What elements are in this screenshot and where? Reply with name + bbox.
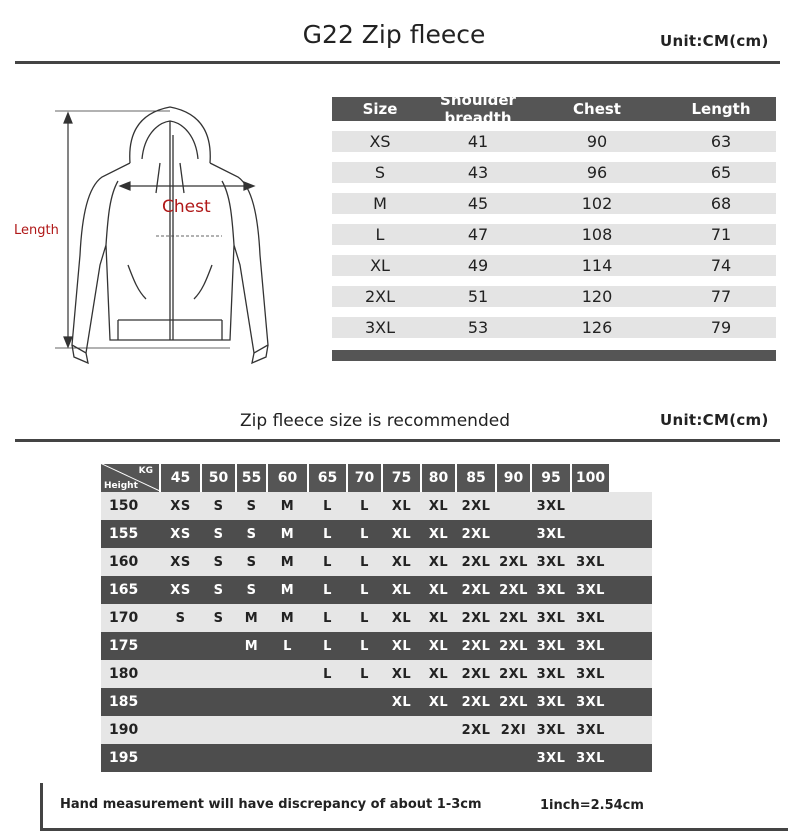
size-recommendation-cell: S [175, 610, 186, 626]
grid-row [101, 660, 652, 688]
length-label: Length [14, 223, 59, 238]
size-recommendation-cell: 3XL [536, 694, 566, 710]
height-cell: 170 [109, 610, 139, 626]
kg-header-cell: 70 [348, 464, 381, 492]
height-cell: 165 [109, 582, 139, 598]
size-cell-length: 74 [710, 256, 732, 275]
height-cell: 150 [109, 498, 139, 514]
size-recommendation-cell: XL [391, 638, 412, 654]
size-cell-size: 2XL [364, 287, 396, 306]
size-cell-size: XL [370, 256, 390, 275]
size-recommendation-cell: M [280, 526, 295, 542]
size-recommendation-cell: 2XL [461, 554, 491, 570]
inch-conversion: 1inch=2.54cm [540, 798, 644, 813]
size-cell-length: 63 [710, 132, 732, 151]
size-recommendation-cell: XL [391, 526, 412, 542]
size-recommendation-cell: L [283, 638, 292, 654]
size-recommendation-cell: 3XL [576, 582, 605, 598]
size-recommendation-cell: L [323, 638, 332, 654]
size-recommendation-cell: L [360, 638, 369, 654]
size-recommendation-cell: XL [391, 582, 412, 598]
size-recommendation-cell: 2XL [461, 610, 491, 626]
size-recommendation-cell: 2XI [500, 722, 527, 738]
size-cell-size: S [374, 163, 386, 182]
size-recommendation-cell: XL [428, 666, 449, 682]
size-recommendation-cell: 3XL [536, 722, 566, 738]
size-recommendation-cell: XL [391, 610, 412, 626]
size-cell-shoulder: 45 [467, 194, 489, 213]
kg-header-cell: 85 [457, 464, 495, 492]
size-recommendation-cell: XL [428, 582, 449, 598]
kg-header-cell: 60 [268, 464, 307, 492]
size-recommendation-cell: S [213, 610, 224, 626]
size-recommendation-cell: S [213, 526, 224, 542]
col-shoulder: Shoulder breadth [440, 91, 516, 127]
grid-row [101, 548, 652, 576]
size-row [332, 317, 776, 338]
size-recommendation-cell: M [280, 610, 295, 626]
size-recommendation-cell: 2XL [461, 638, 491, 654]
size-recommendation-cell: L [323, 610, 332, 626]
grid-row [101, 576, 652, 604]
grid-row [101, 716, 652, 744]
size-table-footer-bar [332, 350, 776, 361]
kg-header-cell: 55 [237, 464, 266, 492]
size-cell-shoulder: 51 [467, 287, 489, 306]
size-recommendation-cell: L [360, 610, 369, 626]
size-cell-shoulder: 53 [467, 318, 489, 337]
height-cell: 185 [109, 694, 139, 710]
col-length: Length [691, 100, 751, 118]
recommendation-unit: Unit:CM(cm) [660, 411, 769, 429]
kg-header-cell: 45 [161, 464, 200, 492]
size-cell-shoulder: 43 [467, 163, 489, 182]
size-recommendation-cell: XL [428, 694, 449, 710]
size-recommendation-cell: XL [428, 526, 449, 542]
size-recommendation-cell: 3XL [536, 498, 566, 514]
size-recommendation-cell: XS [170, 526, 191, 542]
size-recommendation-cell: 2XL [499, 638, 528, 654]
chest-label: Chest [162, 197, 211, 217]
size-recommendation-cell: M [244, 638, 259, 654]
size-cell-chest: 120 [581, 287, 613, 306]
size-recommendation-cell: 3XL [576, 722, 605, 738]
size-recommendation-cell: L [323, 526, 332, 542]
size-table [332, 91, 776, 361]
unit-label: Unit:CM(cm) [660, 32, 769, 50]
col-size: Size [362, 100, 398, 118]
size-recommendation-cell: 3XL [536, 554, 566, 570]
size-recommendation-cell: XL [428, 610, 449, 626]
size-recommendation-cell: L [360, 554, 369, 570]
size-recommendation-cell: 2XL [499, 694, 528, 710]
size-recommendation-cell: XL [391, 666, 412, 682]
measurement-note: Hand measurement will have discrepancy of about 1-3cm [60, 797, 482, 812]
size-cell-chest: 108 [581, 225, 613, 244]
size-recommendation-cell: 3XL [536, 526, 566, 542]
size-recommendation-cell: L [360, 526, 369, 542]
size-recommendation-cell: L [323, 554, 332, 570]
size-recommendation-cell: L [323, 582, 332, 598]
height-cell: 190 [109, 722, 139, 738]
size-recommendation-cell: XL [391, 694, 412, 710]
size-recommendation-cell: 2XL [499, 610, 528, 626]
size-recommendation-cell: 2XL [461, 582, 491, 598]
size-cell-size: M [373, 194, 387, 213]
kg-header-cell: 65 [309, 464, 346, 492]
size-cell-chest: 90 [586, 132, 608, 151]
size-recommendation-cell: 3XL [536, 750, 566, 766]
height-cell: 160 [109, 554, 139, 570]
size-recommendation-cell: 3XL [576, 610, 605, 626]
size-recommendation-cell: XL [428, 554, 449, 570]
size-row [332, 224, 776, 245]
height-cell: 195 [109, 750, 139, 766]
kg-header-cell: 80 [422, 464, 455, 492]
size-recommendation-cell: M [280, 554, 295, 570]
size-recommendation-cell: 2XL [461, 722, 491, 738]
size-recommendation-cell: 3XL [576, 694, 605, 710]
recommendation-divider [15, 439, 780, 442]
kg-header-cell: 50 [202, 464, 235, 492]
size-recommendation-cell: 3XL [576, 750, 605, 766]
size-cell-size: 3XL [364, 318, 396, 337]
size-recommendation-cell: L [360, 498, 369, 514]
size-cell-chest: 96 [586, 163, 608, 182]
size-cell-length: 71 [710, 225, 732, 244]
size-cell-length: 68 [710, 194, 732, 213]
size-recommendation-cell: L [323, 666, 332, 682]
grid-row [101, 688, 652, 716]
page-title: G22 Zip fleece [302, 20, 486, 49]
recommendation-grid [101, 464, 652, 772]
size-cell-shoulder: 49 [467, 256, 489, 275]
grid-header [101, 464, 652, 492]
kg-header-cell: 90 [497, 464, 530, 492]
recommendation-title: Zip fleece size is recommended [240, 411, 510, 431]
size-recommendation-cell: 2XL [461, 526, 491, 542]
size-recommendation-cell: M [244, 610, 259, 626]
size-recommendation-cell: 2XL [461, 694, 491, 710]
size-recommendation-cell: XL [391, 554, 412, 570]
corner-kg: KG [138, 466, 153, 476]
size-recommendation-cell: 3XL [576, 554, 605, 570]
size-recommendation-cell: 3XL [536, 666, 566, 682]
size-recommendation-cell: 3XL [576, 666, 605, 682]
size-recommendation-cell: L [360, 666, 369, 682]
grid-row [101, 604, 652, 632]
size-recommendation-cell: 2XL [499, 582, 528, 598]
size-recommendation-cell: XS [170, 498, 191, 514]
size-recommendation-cell: M [280, 498, 295, 514]
size-recommendation-cell: 2XL [499, 666, 528, 682]
size-recommendation-cell: 2XL [461, 666, 491, 682]
size-recommendation-cell: 3XL [536, 638, 566, 654]
size-recommendation-cell: S [213, 554, 224, 570]
size-recommendation-cell: XL [391, 498, 412, 514]
size-recommendation-cell: 3XL [536, 582, 566, 598]
size-recommendation-cell: M [280, 582, 295, 598]
size-cell-shoulder: 41 [467, 132, 489, 151]
size-row [332, 286, 776, 307]
grid-row [101, 744, 652, 772]
col-chest: Chest [573, 100, 621, 118]
size-cell-length: 77 [710, 287, 732, 306]
size-recommendation-cell: 3XL [536, 610, 566, 626]
grid-row [101, 632, 652, 660]
size-recommendation-cell: S [246, 582, 257, 598]
size-cell-chest: 114 [581, 256, 613, 275]
size-recommendation-cell: S [246, 498, 257, 514]
size-row [332, 131, 776, 152]
size-table-header [332, 91, 776, 127]
size-row [332, 255, 776, 276]
kg-header-cell: 75 [383, 464, 420, 492]
size-cell-chest: 126 [581, 318, 613, 337]
size-cell-size: L [375, 225, 385, 244]
size-recommendation-cell: L [360, 582, 369, 598]
size-recommendation-cell: XS [170, 554, 191, 570]
hoodie-diagram [10, 95, 330, 385]
size-recommendation-cell: XL [428, 498, 449, 514]
size-recommendation-cell: S [213, 498, 224, 514]
grid-row [101, 492, 652, 520]
size-recommendation-cell: XL [428, 638, 449, 654]
size-recommendation-cell: 2XL [461, 498, 491, 514]
height-cell: 155 [109, 526, 139, 542]
size-cell-size: XS [369, 132, 391, 151]
size-cell-length: 65 [710, 163, 732, 182]
kg-header-cell: 95 [532, 464, 570, 492]
height-cell: 180 [109, 666, 139, 682]
grid-row [101, 520, 652, 548]
size-recommendation-cell: L [323, 498, 332, 514]
size-recommendation-cell: S [246, 554, 257, 570]
size-row [332, 193, 776, 214]
size-row [332, 162, 776, 183]
size-recommendation-cell: 3XL [576, 638, 605, 654]
size-cell-chest: 102 [581, 194, 613, 213]
corner-height: Height [104, 481, 138, 491]
header-divider [15, 61, 780, 64]
size-recommendation-cell: XS [170, 582, 191, 598]
height-cell: 175 [109, 638, 139, 654]
size-cell-length: 79 [710, 318, 732, 337]
size-cell-shoulder: 47 [467, 225, 489, 244]
grid-corner [101, 464, 159, 492]
size-recommendation-cell: 2XL [499, 554, 528, 570]
size-recommendation-cell: S [213, 582, 224, 598]
size-recommendation-cell: S [246, 526, 257, 542]
kg-header-cell: 100 [572, 464, 609, 492]
